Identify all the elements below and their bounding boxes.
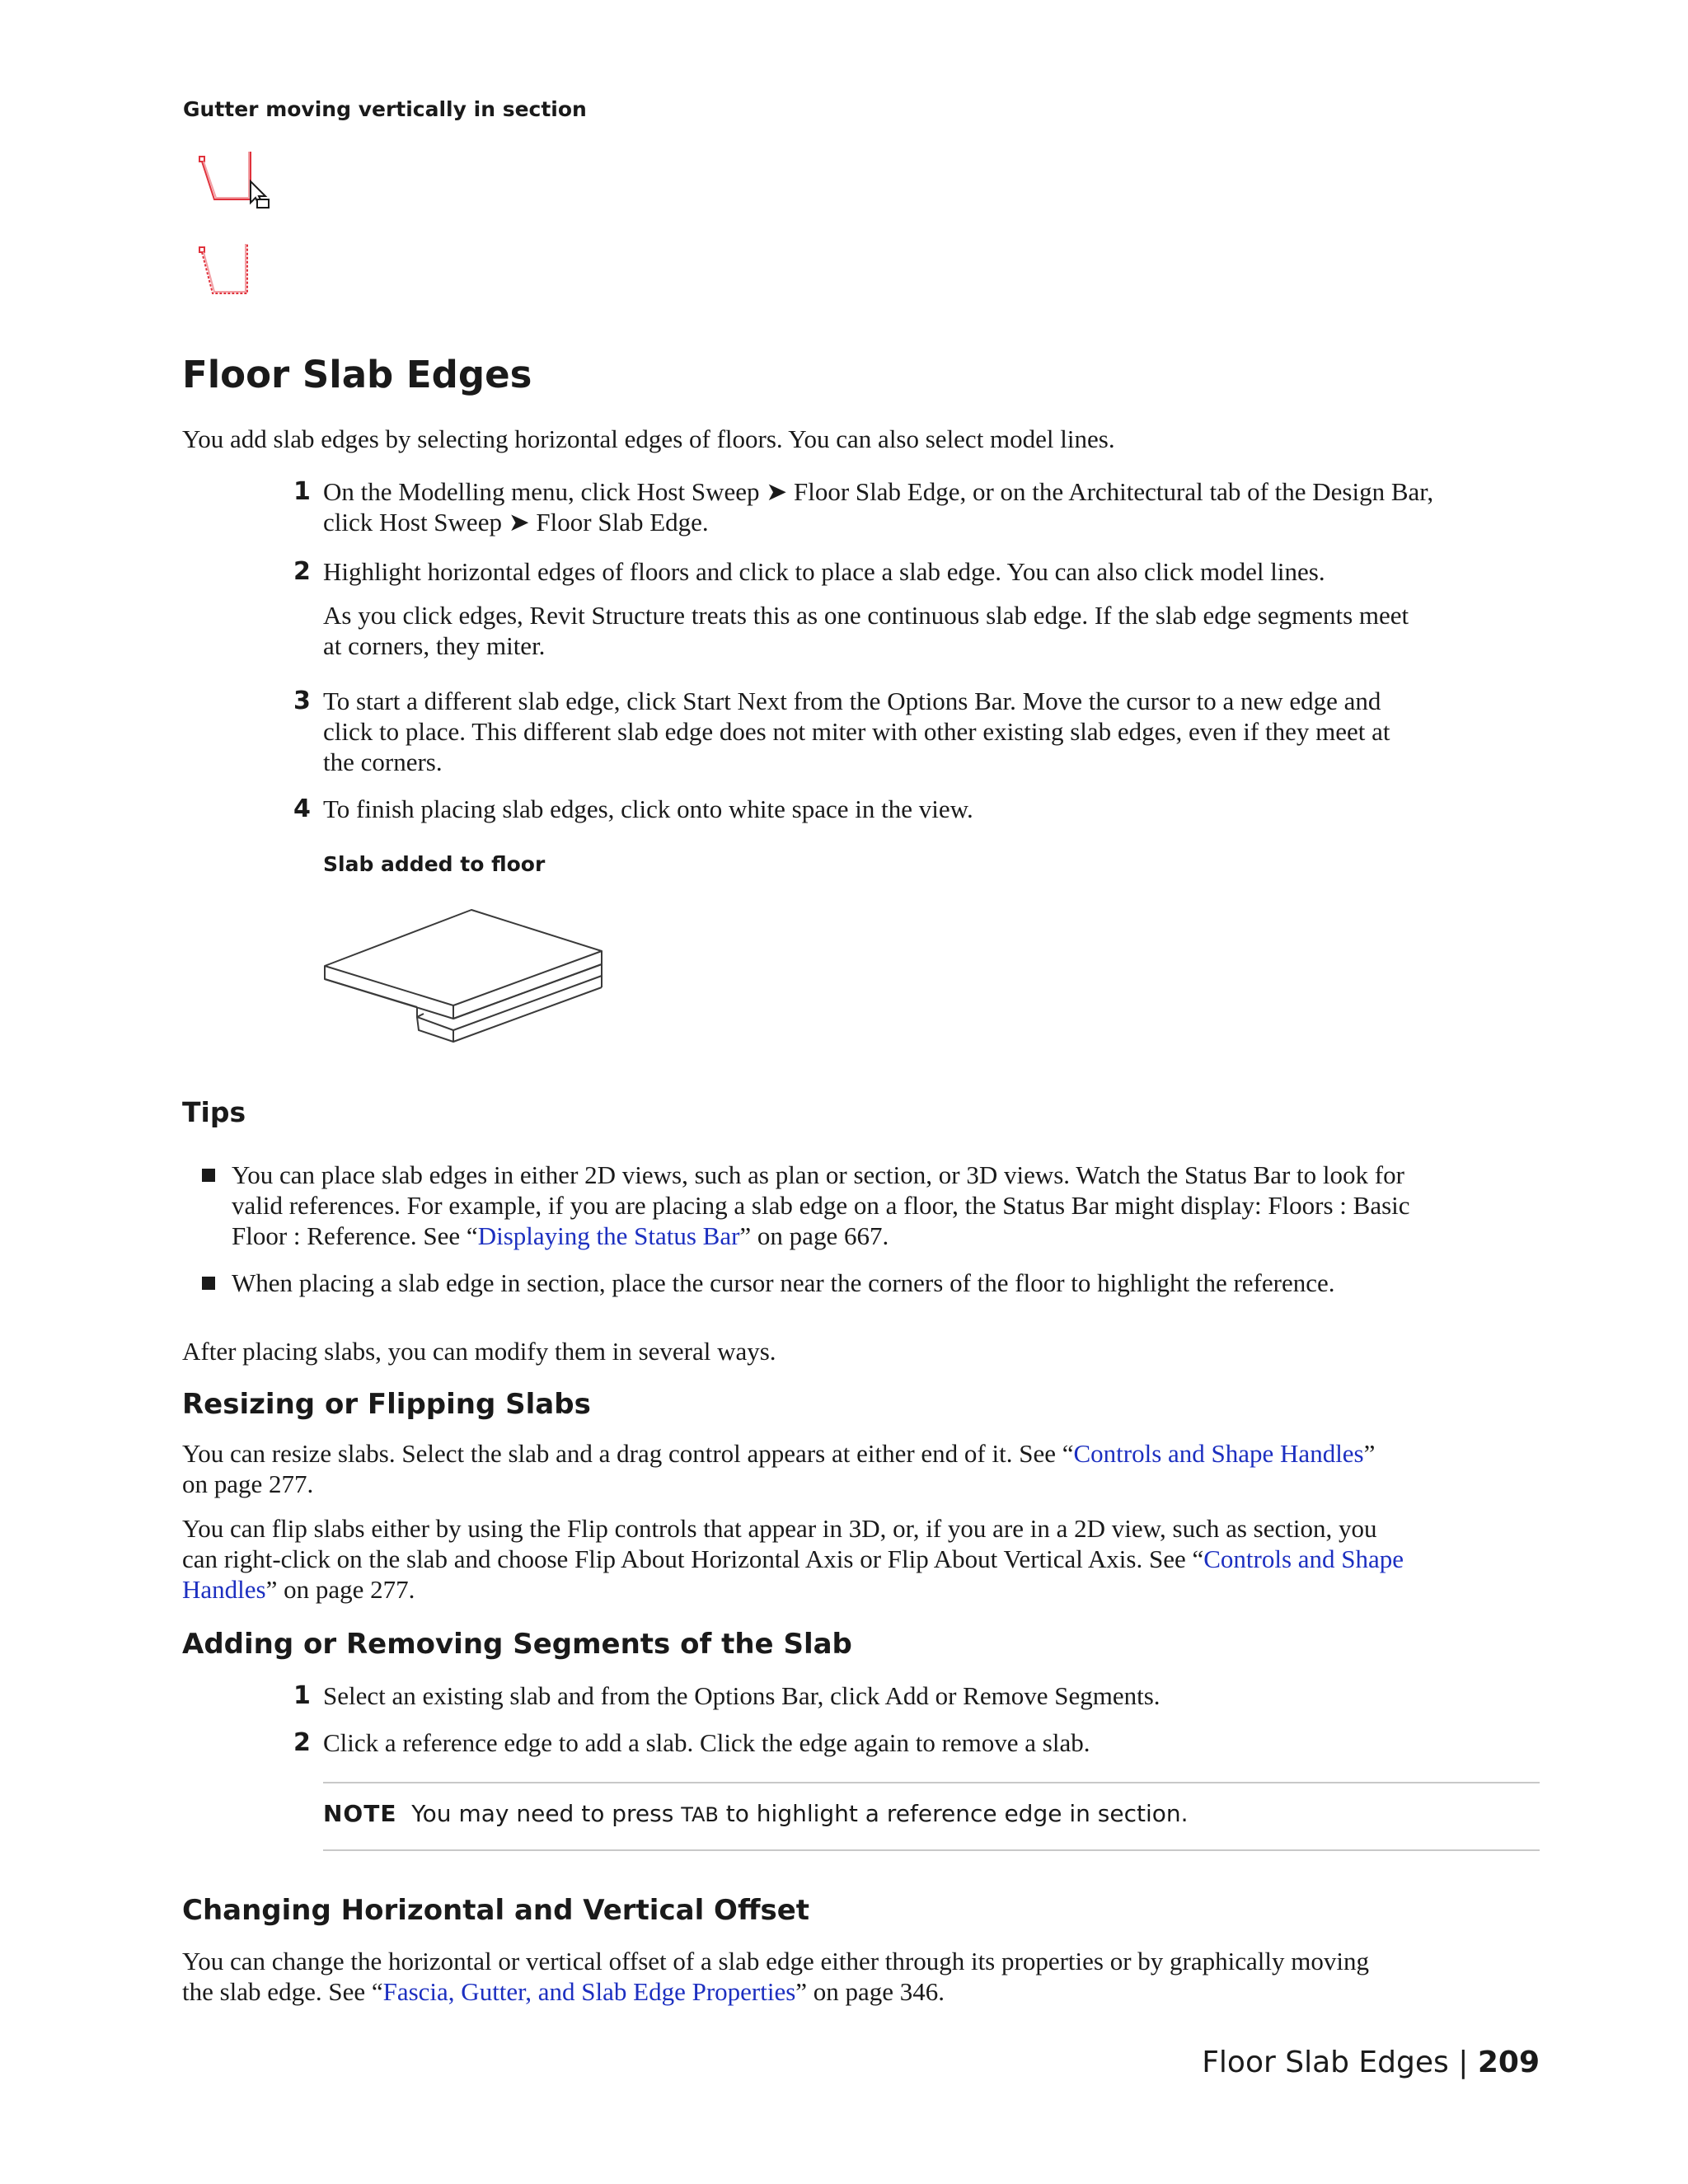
bullet-square-icon: [202, 1169, 215, 1182]
mouse-cursor-icon: [251, 181, 269, 208]
note-top-rule: [323, 1782, 1540, 1783]
text-run: to highlight a reference edge in section.: [718, 1800, 1189, 1827]
bullet-text-line: You can place slab edges in either 2D views, such as plan or section, or 3D views. Watch the Status Bar to look for: [232, 1160, 1404, 1189]
text-line: [182, 1438, 1550, 1469]
footer-separator: |: [1458, 2046, 1469, 2079]
text-line: You can flip slabs either by using the Flip controls that appear in 3D, or, if you are in a 2D view, such as section, you: [182, 1514, 1377, 1543]
step-note-line: at corners, they miter.: [323, 631, 546, 660]
text-line: on page 277.: [182, 1469, 314, 1498]
step-number: 1: [293, 477, 311, 506]
step-number: 2: [293, 557, 311, 586]
footer-section-title: Floor Slab Edges: [1202, 2046, 1449, 2079]
list-item: [293, 794, 1546, 824]
list-item: [202, 1160, 1545, 1251]
list-item: [293, 1727, 1546, 1758]
link-controls-shape-handles[interactable]: Controls and Shape Handles: [1073, 1439, 1364, 1468]
link-fascia-gutter-properties[interactable]: Fascia, Gutter, and Slab Edge Properties: [382, 1977, 796, 2006]
link-controls-shape-handles[interactable]: Handles: [182, 1575, 266, 1604]
text-run: You may need to press: [411, 1800, 682, 1827]
bullet-square-icon: [202, 1277, 215, 1290]
page-number: 209: [1477, 2046, 1540, 2079]
text-run: Floor : Reference. See “: [232, 1221, 478, 1250]
step-text-line: To finish placing slab edges, click onto white space in the view.: [323, 794, 973, 823]
text-run: ” on page 667.: [739, 1221, 889, 1250]
step-number: 2: [293, 1728, 311, 1757]
text-line: [182, 1574, 1550, 1605]
intro-paragraph: You add slab edges by selecting horizontal edges of floors. You can also select model lines.: [182, 424, 1115, 453]
step-text-line: Click a reference edge to add a slab. Click the edge again to remove a slab.: [323, 1728, 1090, 1757]
note-bottom-rule: [323, 1849, 1540, 1851]
keyboard-key: TAB: [681, 1803, 719, 1826]
bullet-text-line: valid references. For example, if you are placing a slab edge on a floor, the Status Bar might display: Floors : Basic: [232, 1191, 1410, 1220]
text-run: ”: [1363, 1439, 1376, 1468]
text-line: [182, 1976, 1550, 2007]
page-footer: [1202, 2046, 1540, 2079]
figure-caption-slab: Slab added to floor: [323, 852, 546, 876]
text-run: can right-click on the slab and choose Flip About Horizontal Axis or Flip About Vertical Axis. See “: [182, 1544, 1204, 1573]
link-controls-shape-handles[interactable]: Controls and Shape: [1203, 1544, 1404, 1573]
gutter-profile-bottom: [199, 244, 247, 293]
text-run: You can resize slabs. Select the slab and a drag control appears at either end of it. See “: [182, 1439, 1074, 1468]
step-number: 3: [293, 687, 311, 715]
text-run: ” on page 346.: [795, 1977, 945, 2006]
step-text-line: the corners.: [323, 748, 443, 776]
gutter-profile-top: [199, 152, 251, 199]
text-run: the slab edge. See “: [182, 1977, 383, 2006]
list-item: [293, 1680, 1546, 1711]
resizing-paragraph-2: [182, 1513, 1550, 1605]
text-line: You can change the horizontal or vertical offset of a slab edge either through its properties or by graphically moving: [182, 1947, 1369, 1975]
after-placing-paragraph: After placing slabs, you can modify them in several ways.: [182, 1337, 776, 1366]
text-run: ” on page 277.: [265, 1575, 415, 1604]
list-item: [202, 1268, 1545, 1298]
list-item: [293, 476, 1546, 537]
step-note-line: As you click edges, Revit Structure treats this as one continuous slab edge. If the slab edge segments meet: [323, 601, 1409, 630]
bullet-text-line: When placing a slab edge in section, place the cursor near the corners of the floor to highlight the reference.: [232, 1268, 1335, 1297]
gutter-section-figure: [195, 148, 277, 305]
slab-isometric-figure: [321, 905, 606, 1047]
list-item: [293, 556, 1546, 661]
text-line: [182, 1544, 1550, 1574]
step-number: 4: [293, 794, 311, 823]
resizing-heading: Resizing or Flipping Slabs: [182, 1388, 591, 1421]
tips-heading: Tips: [182, 1096, 246, 1128]
step-text-line: To start a different slab edge, click Start Next from the Options Bar. Move the cursor to a new edge and: [323, 687, 1381, 715]
step-text-line: click to place. This different slab edge does not miter with other existing slab edges, even if they meet at: [323, 717, 1390, 746]
step-text-line: Select an existing slab and from the Options Bar, click Add or Remove Segments.: [323, 1681, 1160, 1710]
step-text-line: click Host Sweep ➤ Floor Slab Edge.: [323, 508, 709, 537]
bullet-text-line: [232, 1221, 1545, 1251]
segments-heading: Adding or Removing Segments of the Slab: [182, 1628, 852, 1661]
page-title: Floor Slab Edges: [182, 353, 532, 396]
note-label: NOTE: [323, 1800, 397, 1827]
offset-heading: Changing Horizontal and Vertical Offset: [182, 1894, 810, 1927]
link-displaying-status-bar[interactable]: Displaying the Status Bar: [477, 1221, 740, 1250]
resizing-paragraph-1: [182, 1438, 1550, 1499]
figure-caption-gutter: Gutter moving vertically in section: [183, 97, 587, 121]
step-number: 1: [293, 1681, 311, 1710]
note-text: [323, 1800, 1189, 1827]
offset-paragraph: [182, 1946, 1550, 2007]
step-text-line: On the Modelling menu, click Host Sweep ➤ Floor Slab Edge, or on the Architectural tab of the Design Bar,: [323, 477, 1434, 506]
list-item: [293, 686, 1546, 777]
step-text-line: Highlight horizontal edges of floors and click to place a slab edge. You can also click model lines.: [323, 557, 1325, 586]
